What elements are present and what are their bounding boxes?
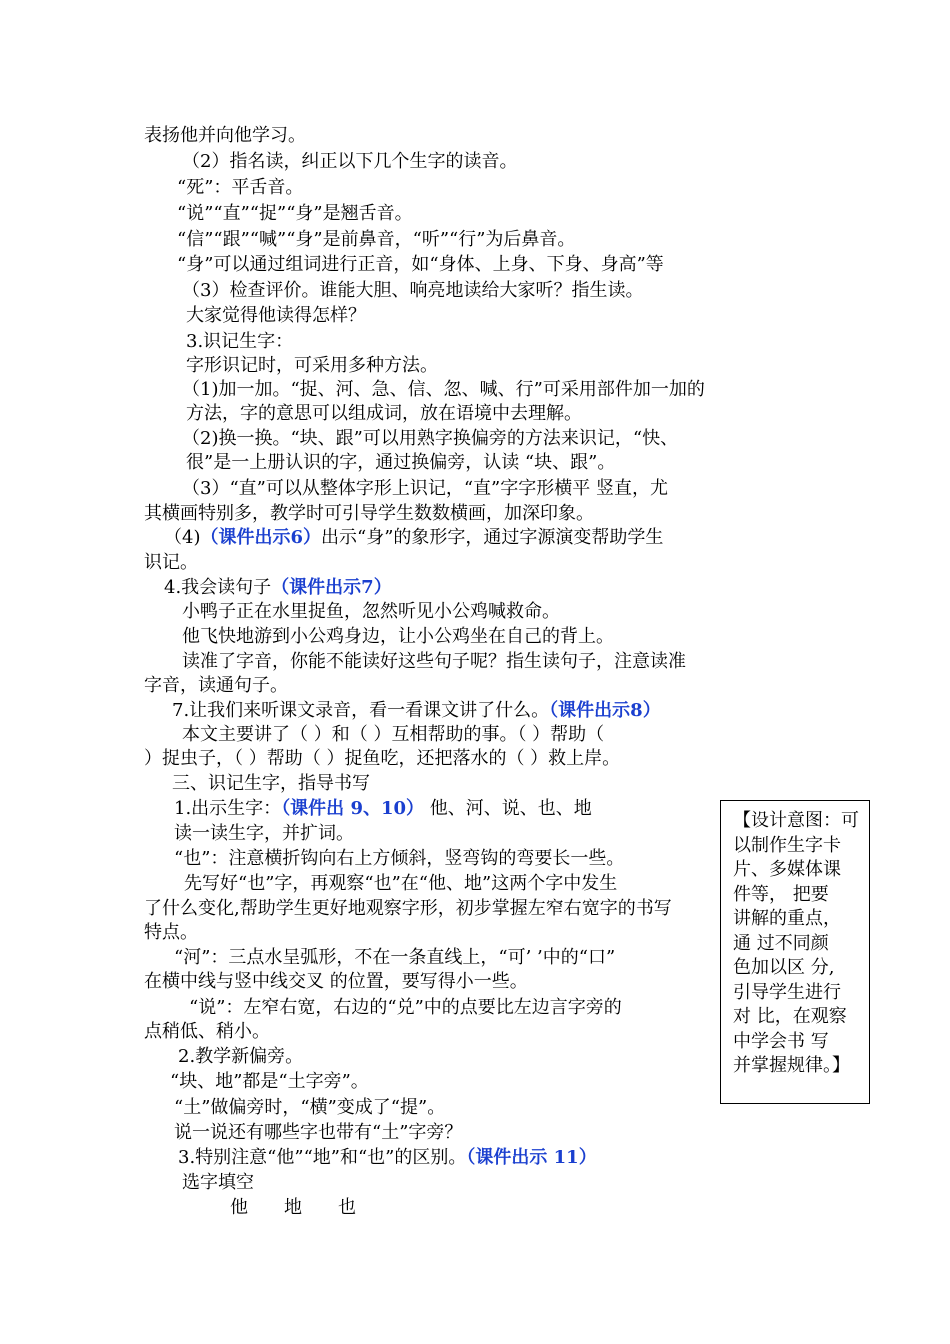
text-line: “说”“直”“捉”“身”是翘舌音。 <box>177 203 413 224</box>
text-line: 大家觉得他读得怎样？ <box>186 305 366 326</box>
courseware-ref: （课件出示7） <box>271 577 392 598</box>
sidebox-line: 以制作生字卡 <box>733 834 841 856</box>
text-line: （3）“直”可以从整体字形上识记，“直”字字形横平 竖直，尤 <box>182 478 668 499</box>
sidebox-line: 片、多媒体课 <box>733 859 841 880</box>
text-segment: （4) <box>164 527 201 548</box>
text-line: “死”：平舌音。 <box>177 177 304 198</box>
sidebox-line: 中学会书 写 <box>733 1030 829 1052</box>
design-intent-box <box>720 800 870 1104</box>
text-segment: 1.出示生字： <box>174 798 282 819</box>
sidebox-line: 件等， 把要 <box>733 883 829 905</box>
section-heading <box>172 699 661 723</box>
text-line: “土”做偏旁时，“横”变成了“提”。 <box>174 1097 446 1118</box>
courseware-ref: （课件出示 11） <box>466 1147 597 1168</box>
text-line: 读一读生字，并扩词。 <box>174 823 354 844</box>
sidebox-line: 对 比，在观察 <box>733 1006 847 1027</box>
text-segment: 4.我会读句子 <box>164 577 272 598</box>
text-line: 本文主要讲了（ ）和（ ）互相帮助的事。（ ）帮助（ <box>182 724 605 745</box>
sidebox-line: 讲解的重点， <box>733 908 841 929</box>
text-line: 其横画特别多，教学时可引导学生数数横画，加深印象。 <box>144 503 594 524</box>
section-heading: 三、识记生字，指导书写 <box>172 773 370 794</box>
text-line: 小鸭子正在水里捉鱼，忽然听见小公鸡喊救命。 <box>182 601 560 622</box>
courseware-ref: （课件出示8） <box>549 700 661 721</box>
sidebox-line: 【设计意图：可 <box>733 810 859 831</box>
text-line: （2）指名读，纠正以下几个生字的读音。 <box>182 151 518 172</box>
char-option: 他 <box>230 1197 248 1218</box>
text-line: “块、地”都是“土字旁”。 <box>170 1071 369 1092</box>
section-heading <box>164 576 392 600</box>
text-line: “信”“跟”“喊”“身”是前鼻音，“听”“行”为后鼻音。 <box>177 229 576 250</box>
text-line: （2)换一换。“块、跟”可以用熟字换偏旁的方法来识记，“快、 <box>182 428 679 449</box>
text-segment: 7.让我们来听课文录音，看一看课文讲了什么。 <box>172 700 550 721</box>
text-line <box>178 1146 597 1170</box>
char-option: 也 <box>338 1197 356 1218</box>
text-line: 先写好“也”字，再观察“也”在“他、地”这两个字中发生 <box>184 873 618 894</box>
text-line: “也”：注意横折钩向右上方倾斜，竖弯钩的弯要长一些。 <box>174 848 625 869</box>
text-line: 字形识记时，可采用多种方法。 <box>186 355 438 376</box>
char-option: 地 <box>284 1197 302 1218</box>
text-line: 点稍低、稍小。 <box>144 1021 270 1042</box>
text-line: “说”：左窄右宽，右边的“兑”中的点要比左边言字旁的 <box>189 997 622 1018</box>
sidebox-line: 并掌握规律。】 <box>733 1055 850 1076</box>
text-segment: 他、河、说、也、地 <box>424 798 592 819</box>
text-line: 在横中线与竖中线交叉 的位置，要写得小一些。 <box>144 971 528 992</box>
text-line <box>164 526 663 550</box>
text-line: 他飞快地游到小公鸡身边，让小公鸡坐在自己的背上。 <box>182 626 614 647</box>
text-line: 表扬他并向他学习。 <box>144 125 306 146</box>
courseware-ref: （课件出示6） <box>200 527 322 548</box>
text-line: 识记。 <box>144 552 198 573</box>
sidebox-line: 通 过不同颜 <box>733 932 829 954</box>
text-line: 方法，字的意思可以组成词，放在语境中去理解。 <box>186 403 582 424</box>
text-line: 2.教学新偏旁。 <box>178 1046 304 1067</box>
text-segment: 3.特别注意“他”“地”和“也”的区别。 <box>178 1147 467 1168</box>
text-line <box>174 797 592 821</box>
sidebox-line: 色加以区 分, <box>733 957 835 978</box>
sidebox-line: 引导学生进行 <box>733 981 841 1003</box>
text-line: 说一说还有哪些字也带有“土”字旁？ <box>174 1122 463 1143</box>
text-line: “身”可以通过组词进行正音，如“身体、上身、下身、身高”等 <box>177 254 664 275</box>
text-line: 字音，读通句子。 <box>144 675 288 696</box>
text-line: 了什么变化,帮助学生更好地观察字形，初步掌握左窄右宽字的书写 <box>144 898 672 919</box>
text-line: 很”是一上册认识的字，通过换偏旁，认读 “块、跟”。 <box>186 452 616 473</box>
text-line: 读准了字音，你能不能读好这些句子呢？指生读句子，注意读准 <box>182 651 686 672</box>
text-line: （3）检查评价。谁能大胆、响亮地读给大家听？指生读。 <box>182 280 644 301</box>
text-line: ）捉虫子，（ ）帮助（ ）捉鱼吃，还把落水的（ ）救上岸。 <box>144 748 621 769</box>
text-line: （1)加一加。“捉、河、急、信、忽、喊、行”可采用部件加一加的 <box>182 379 705 400</box>
text-line: 特点。 <box>144 922 198 943</box>
courseware-ref: （课件出 9、10） <box>281 798 425 819</box>
text-line: “河”：三点水呈弧形，不在一条直线上，“可’ ’中的“口” <box>174 947 616 968</box>
choose-chars <box>230 1196 356 1220</box>
text-line: 选字填空 <box>182 1172 254 1193</box>
text-line: 3.识记生字： <box>186 331 294 352</box>
text-segment: 出示“身”的象形字，通过字源演变帮助学生 <box>321 527 664 548</box>
